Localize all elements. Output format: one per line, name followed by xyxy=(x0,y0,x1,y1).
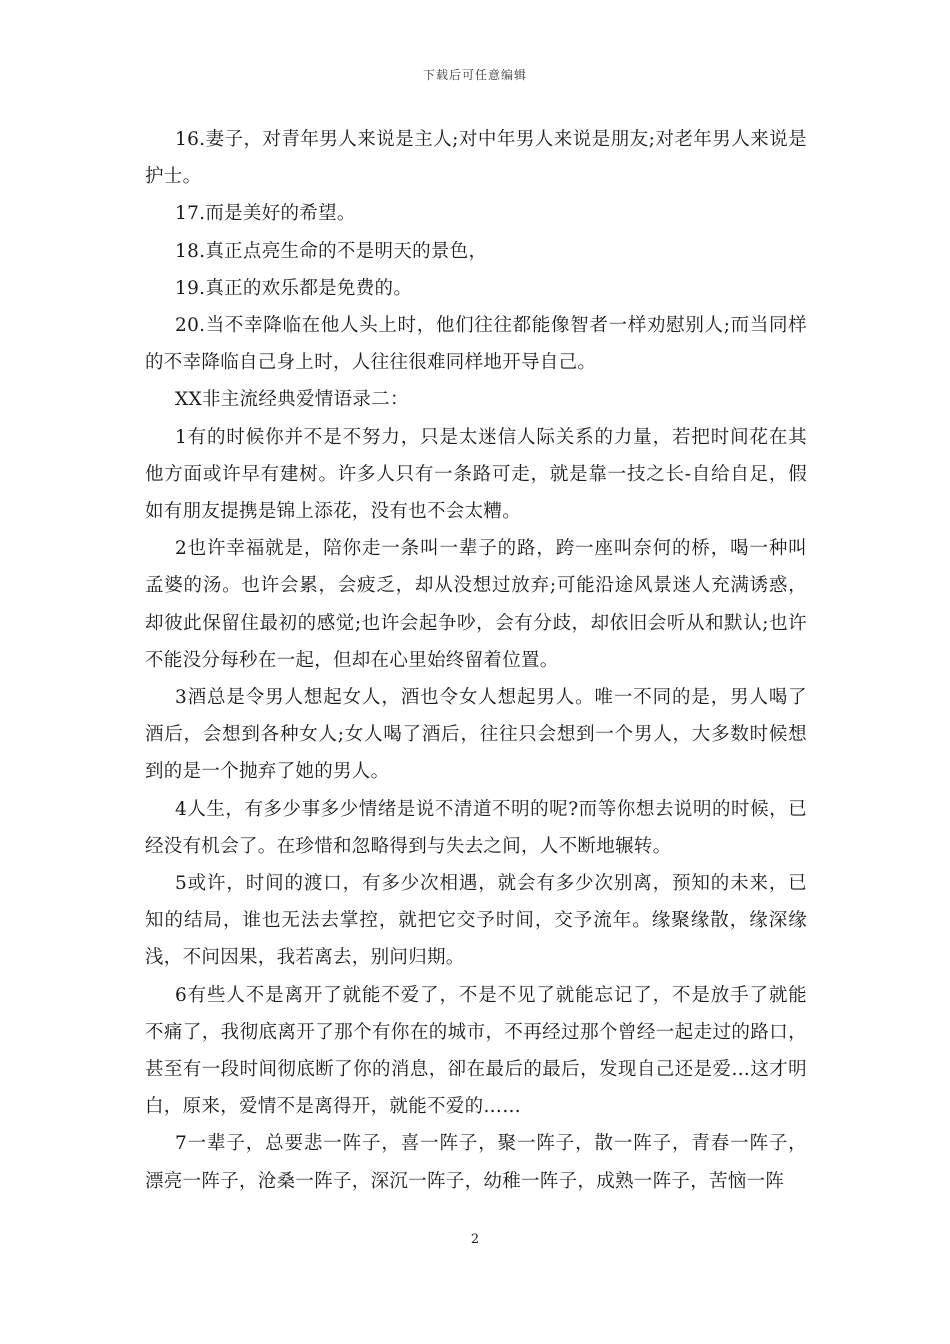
page-header: 下载后可任意编辑 xyxy=(422,68,527,82)
quote-6: 6有些人不是离开了就能不爱了，不是不见了就能忘记了，不是放手了就能不痛了，我彻底离开了那个有你在的城市，不再经过那个曾经一起走过的路口，甚至有一段时间彻底断了你的消息，卻在最后的最后，发现自己还是爱…这才明白，原来，爱情不是离得开，就能不爱的…… xyxy=(145,984,807,1118)
document-body xyxy=(145,121,807,1200)
paragraph-17: 17.而是美好的希望。 xyxy=(175,203,356,225)
quote-7: 7一辈子，总要悲一阵子，喜一阵子，聚一阵子，散一阵子，青春一阵子，漂亮一阵子，沧桑一阵子，深沉一阵子，幼稚一阵子，成熟一阵子，苦恼一阵 xyxy=(145,1133,807,1192)
paragraph-20: 20.当不幸降临在他人头上时，他们往往都能像智者一样劝慰别人;而当同样的不幸降临自己身上时，人往往很难同样地开导自己。 xyxy=(145,315,807,374)
quote-1: 1有的时候你并不是不努力，只是太迷信人际关系的力量，若把时间花在其他方面或许早有建树。许多人只有一条路可走，就是靠一技之长-自给自足，假如有朋友提携是锦上添花，没有也不会太糟。 xyxy=(145,426,807,523)
quote-2: 2也许幸福就是，陪你走一条叫一辈子的路，跨一座叫奈何的桥，喝一种叫孟婆的汤。也许会累，会疲乏，却从没想过放弃;可能沿途风景迷人充满诱惑，却彼此保留住最初的感觉;也许会起争吵，会有分歧，却依旧会听从和默认;也许不能没分每秒在一起，但却在心里始终留着位置。 xyxy=(145,538,807,671)
page-number: 2 xyxy=(470,1232,480,1247)
paragraph-18: 18.真正点亮生命的不是明天的景色， xyxy=(175,240,488,262)
quote-5: 5或许，时间的渡口，有多少次相遇，就会有多少次别离，预知的未来，已知的结局，谁也无法去掌控，就把它交予时间，交予流年。缘聚缘散，缘深缘浅，不问因果，我若离去，别问归期。 xyxy=(145,873,807,969)
quote-4: 4人生，有多少事多少情绪是说不清道不明的呢?而等你想去说明的时候，已经没有机会了。在珍惜和忽略得到与失去之间，人不断地辗转。 xyxy=(145,798,807,857)
paragraph-19: 19.真正的欢乐都是免费的。 xyxy=(175,277,413,299)
paragraph-16: 16.妻子，对青年男人来说是主人;对中年男人来说是朋友;对老年男人来说是护士。 xyxy=(145,129,807,188)
section-heading: XX非主流经典爱情语录二： xyxy=(175,389,409,411)
quote-3: 3酒总是令男人想起女人，酒也令女人想起男人。唯一不同的是，男人喝了酒后，会想到各种女人;女人喝了酒后，往往只会想到一个男人，大多数时候想到的是一个抛弃了她的男人。 xyxy=(145,687,807,783)
